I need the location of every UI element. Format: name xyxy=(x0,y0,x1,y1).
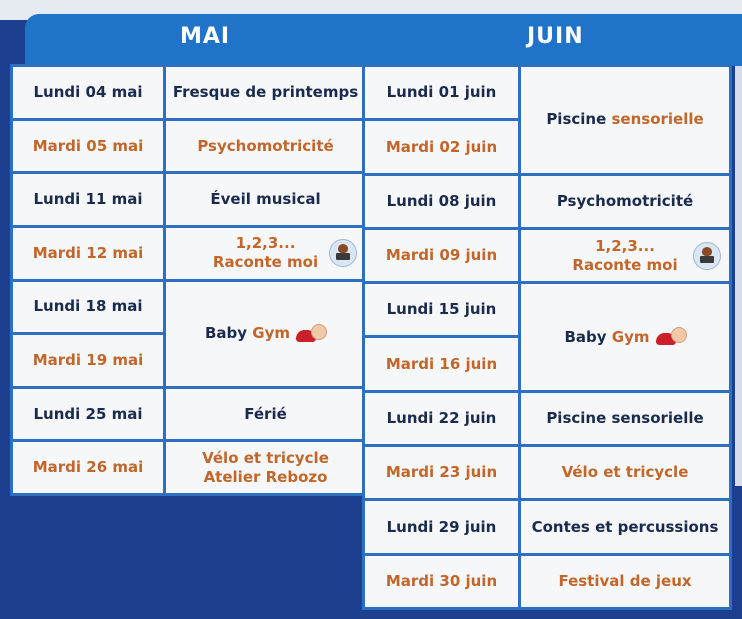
baby-gym-icon xyxy=(656,327,686,347)
june-activity-cell: Contes et percussions xyxy=(521,501,729,552)
may-day-cell: Mardi 12 mai xyxy=(13,228,163,279)
month-header-bar xyxy=(25,14,742,66)
may-day-cell: Mardi 05 mai xyxy=(13,121,163,172)
june-day-cell: Lundi 15 juin xyxy=(365,284,518,335)
june-activity-cell: Festival de jeux xyxy=(521,556,729,607)
may-activity-cell: Férié xyxy=(166,389,365,440)
june-activity-cell xyxy=(521,67,729,173)
may-day-cell: Mardi 19 mai xyxy=(13,335,163,386)
next-page-edge xyxy=(735,66,742,486)
activity-word: Gym xyxy=(252,324,291,343)
month-title-may: MAI xyxy=(180,24,231,49)
june-day-cell: Mardi 23 juin xyxy=(365,447,518,498)
june-day-cell: Mardi 16 juin xyxy=(365,338,518,389)
activity-word: sensorielle xyxy=(611,110,704,129)
may-activity-cell: Psychomotricité xyxy=(166,121,365,172)
baby-gym-icon xyxy=(296,324,326,344)
may-schedule xyxy=(10,64,368,496)
activity-word: Gym xyxy=(611,327,650,346)
may-activity-cell xyxy=(166,442,365,493)
june-activity-cell xyxy=(521,284,729,390)
activity-line: Vélo et tricycle xyxy=(202,448,329,467)
activity-word: Piscine xyxy=(546,110,607,129)
may-day-cell: Lundi 11 mai xyxy=(13,174,163,225)
activity-word: Baby xyxy=(204,324,248,343)
activity-line: 1,2,3... xyxy=(595,236,655,255)
may-day-cell: Lundi 18 mai xyxy=(13,282,163,333)
may-day-cell: Lundi 04 mai xyxy=(13,67,163,118)
month-title-june: JUIN xyxy=(527,24,584,49)
child-reading-icon xyxy=(329,239,357,267)
activity-line: Atelier Rebozo xyxy=(203,467,328,486)
june-day-cell: Mardi 02 juin xyxy=(365,121,518,172)
child-reading-icon xyxy=(693,242,721,270)
may-activity-cell: Éveil musical xyxy=(166,174,365,225)
may-activity-cell xyxy=(166,282,365,386)
may-activity-cell xyxy=(166,228,365,279)
activity-line: Raconte moi xyxy=(212,253,319,272)
june-day-cell: Lundi 22 juin xyxy=(365,393,518,444)
june-schedule xyxy=(362,64,732,610)
may-day-cell: Lundi 25 mai xyxy=(13,389,163,440)
activity-line: Raconte moi xyxy=(572,255,678,274)
june-activity-cell xyxy=(521,230,729,281)
activity-word: Baby xyxy=(564,327,607,346)
june-day-cell: Lundi 01 juin xyxy=(365,67,518,118)
june-day-cell: Mardi 30 juin xyxy=(365,556,518,607)
may-activity-cell: Fresque de printemps xyxy=(166,67,365,118)
june-activity-cell: Vélo et tricycle xyxy=(521,447,729,498)
june-day-cell: Lundi 08 juin xyxy=(365,176,518,227)
activity-line: 1,2,3... xyxy=(235,234,296,253)
may-day-cell: Mardi 26 mai xyxy=(13,442,163,493)
june-activity-cell: Piscine sensorielle xyxy=(521,393,729,444)
june-day-cell: Lundi 29 juin xyxy=(365,501,518,552)
june-activity-cell: Psychomotricité xyxy=(521,176,729,227)
june-day-cell: Mardi 09 juin xyxy=(365,230,518,281)
